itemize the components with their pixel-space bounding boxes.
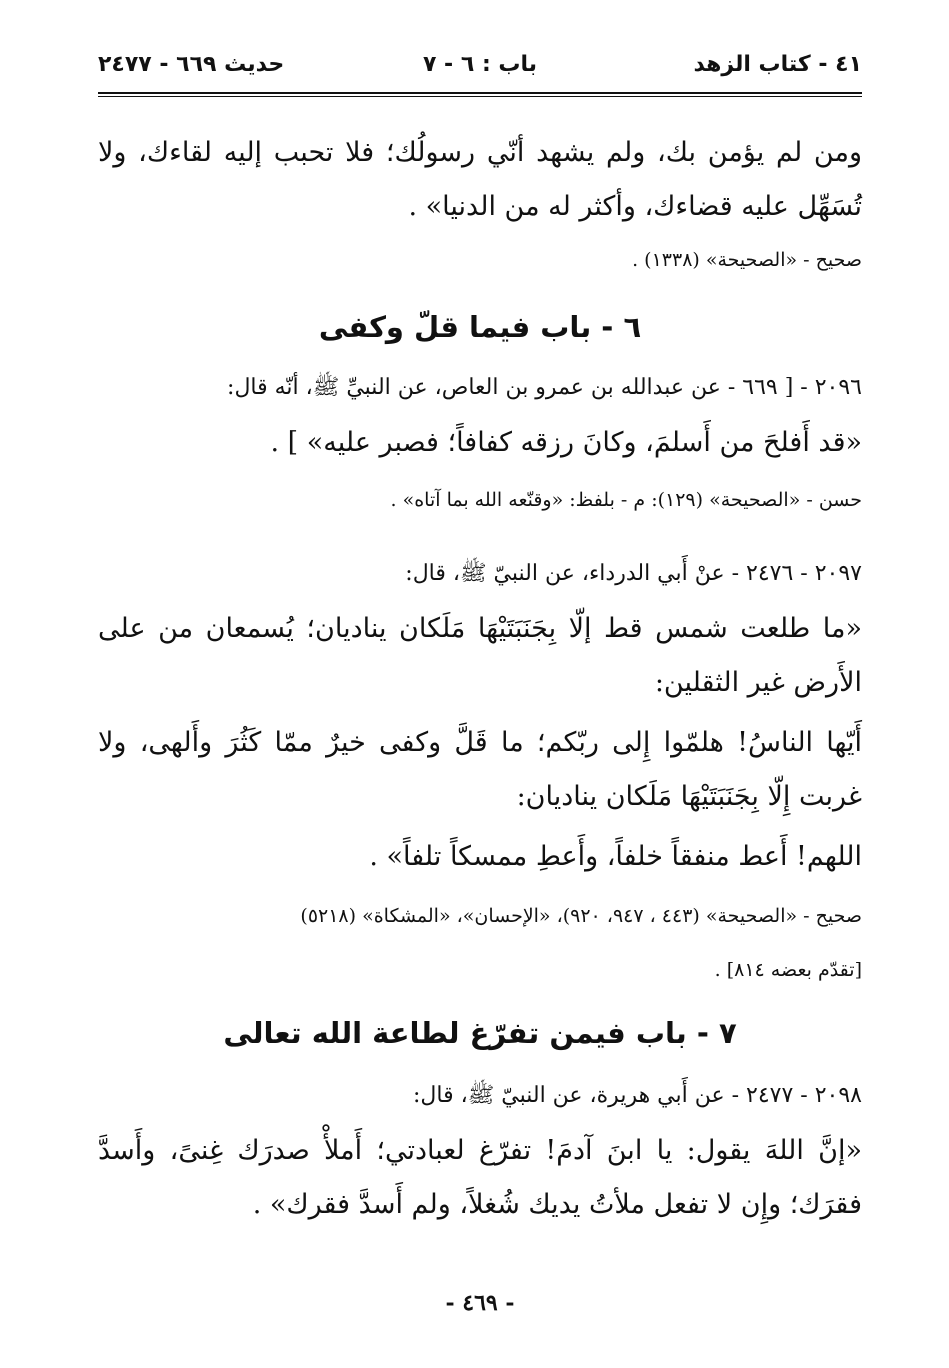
intro-grade: صحيح - «الصحيحة» (١٣٣٨) . bbox=[632, 249, 862, 271]
header-chapter-range: باب : ٦ - ٧ bbox=[422, 52, 538, 77]
chapter-6-title: ٦ - باب فيما قلّ وكفى bbox=[318, 310, 642, 344]
hadith-2097-matn-2: أَيّها الناسُ! هلمّوا إِلى ربّكم؛ ما قَلَّ وكفى خيرٌ ممّا كَثُرَ وأَلهى، ولا غربت إِلّا بِجَنَبَتَيْهَا مَلَكان يناديان: bbox=[98, 727, 862, 812]
header-hadith-range: حديث ٦٦٩ - ٢٤٧٧ bbox=[98, 52, 285, 77]
book-page bbox=[98, 40, 862, 1340]
hadith-2097-matn-1: «ما طلعت شمس قط إلّا بِجَنَبَتَيْهَا مَلَكان يناديان؛ يُسمعان من على الأَرض غير الثقلين: bbox=[98, 613, 862, 698]
hadith-2096-matn: «قد أَفلحَ من أَسلمَ، وكانَ رزقه كفافاً؛ فصبر عليه» ] . bbox=[270, 427, 862, 458]
hadith-2098-isnad: ٢٠٩٨ - ٢٤٧٧ - عن أَبي هريرة، عن النبيّ ﷺ، قال: bbox=[412, 1083, 862, 1108]
running-header bbox=[98, 52, 862, 86]
intro-matn: ومن لم يؤمن بك، ولم يشهد أنّي رسولُك؛ فلا تحبب إليه لقاءك، ولا تُسَهِّل عليه قضاءك، وأكثر له من الدنيا» . bbox=[98, 137, 862, 222]
hadith-2097-grade: صحيح - «الصحيحة» (٤٤٣ ، ٩٤٧، ٩٢٠)، «الإحسان»، «المشكاة» (٥٢١٨) bbox=[300, 905, 862, 927]
hadith-2096-grade: حسن - «الصحيحة» (١٢٩): م - بلفظ: «وقنّعه الله بما آتاه» . bbox=[390, 489, 862, 511]
hadith-2096-isnad: ٢٠٩٦ - [ ٦٦٩ - عن عبدالله بن عمرو بن العاص، عن النبيِّ ﷺ، أنّه قال: bbox=[227, 375, 862, 400]
hadith-2098-matn: «إنَّ اللهَ يقول: يا ابنَ آدمَ! تفرّغ لعبادتي؛ أَملأْ صدرَك غِنىً، وأَسدَّ فقرَك؛ وإِن لا تفعل ملأتُ يديك شُغلاً، ولم أَسدَّ فقرك» . bbox=[98, 1135, 862, 1220]
hadith-2097-isnad: ٢٠٩٧ - ٢٤٧٦ - عنْ أَبي الدرداء، عن النبيّ ﷺ، قال: bbox=[405, 561, 862, 586]
page-number: - ٤٦٩ - bbox=[445, 1290, 515, 1316]
hadith-2097-note: [تقدّم بعضه ٨١٤] . bbox=[714, 959, 862, 981]
header-rule-thin bbox=[98, 96, 862, 97]
header-book-title: ٤١ - كتاب الزهد bbox=[693, 52, 862, 77]
chapter-7-title: ٧ - باب فيمن تفرّغ لطاعة الله تعالى bbox=[223, 1016, 737, 1050]
hadith-2097-matn-3: اللهم! أَعط منفقاً خلفاً، وأَعطِ ممسكاً تلفاً» . bbox=[369, 841, 862, 872]
header-rule bbox=[98, 92, 862, 94]
